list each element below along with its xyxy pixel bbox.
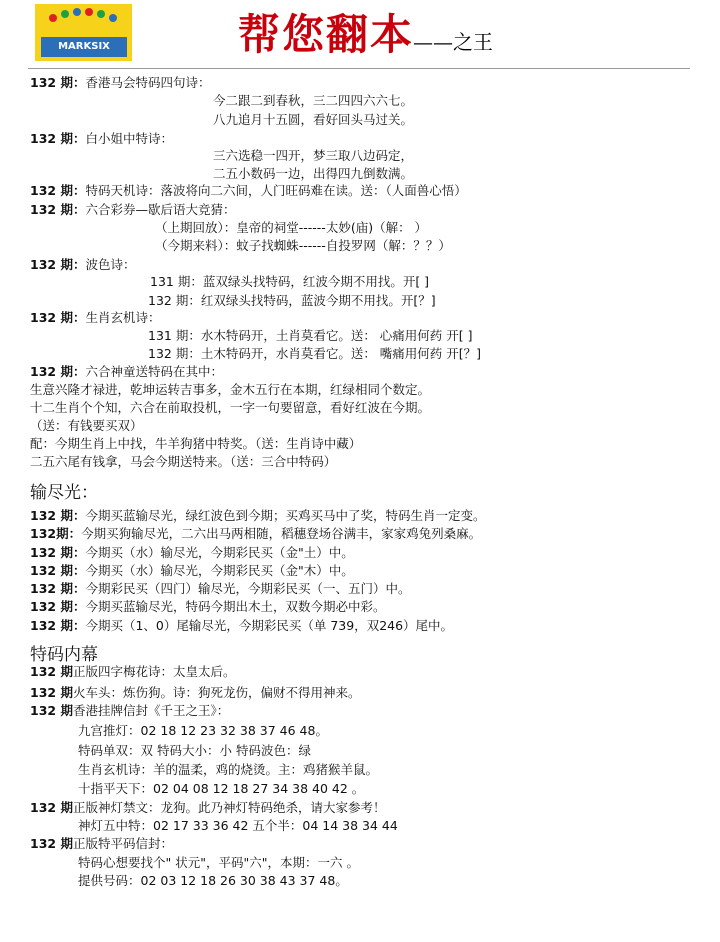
page-subtitle: ——之王 [413,30,493,54]
line-text: 二五小数码一边，出得四九倒数满。 [213,166,414,181]
period-label: 132 期： [30,545,86,560]
text-line [30,202,235,218]
logo [35,4,132,61]
section-heading-inside: 特码内幕 [30,645,98,665]
logo-dot-icon [109,14,117,22]
period-label: 132 期： [30,618,86,633]
text-line [30,131,173,147]
logo-dot-icon [97,10,105,18]
line-text: 火车头：炼伤狗。诗：狗死龙伤，偏财不得用神来。 [72,685,361,700]
line-text: 白小姐中特诗： [85,131,173,146]
line-text: （送：有钱要买双） [30,418,143,433]
line-text: 三六选稳一四开，梦三取八边码定， [213,148,414,163]
period-label: 132 期： [30,202,86,217]
text-line [30,703,229,719]
line-text: 特码天机诗：落波将向二六间，人门旺码难在读。送：（人面兽心悟） [85,183,467,198]
line-text: 六合神童送特码在其中： [85,364,223,379]
period-label: 132 期： [30,599,86,614]
line-text: 131 期：水木特码开，土肖莫看它。送： 心痛用何药 开[ ] [148,328,473,343]
line-text: 132 期：土木特码开，水肖莫看它。送： 嘴痛用何药 开[？] [148,346,482,361]
period-label: 132 期 [30,664,73,679]
page-title: 帮您翻本 [238,10,415,59]
text-line [213,148,413,164]
text-line [213,93,413,109]
text-line [30,382,430,398]
period-label: 132 期 [30,685,73,700]
period-label: 132 期： [30,183,86,198]
line-text: 生意兴隆才禄进，乾坤运转吉事多，金木五行在本期，红绿相同个数定。 [30,382,431,397]
line-text: 生肖玄机诗： [85,310,161,325]
text-line [30,436,361,452]
line-text: 波色诗： [85,257,136,272]
line-text: 今期买（水）输尽光，今期彩民买（金"木）中。 [85,563,354,578]
period-label: 132 期： [30,563,86,578]
logo-dot-icon [85,8,93,16]
logo-dot-icon [73,8,81,16]
text-line [30,364,223,380]
line-text: 生肖玄机诗：羊的温柔，鸡的烧烫。主：鸡猪猴羊鼠。 [78,762,379,777]
period-label: 132 期： [30,257,86,272]
text-line [78,855,359,871]
line-text: 131 期：蓝双绿头找特码，红波今期不用找。开[ ] [150,274,430,289]
period-label: 132 期： [30,364,86,379]
line-text: 今期买（1、0）尾输尽光，今期彩民买（单 739，双246）尾中。 [85,618,454,633]
text-line [30,618,453,634]
text-line [148,346,481,362]
text-line [78,818,398,834]
line-text: 正版四字梅花诗：太皇太后。 [72,664,236,679]
line-text: 特码单双：双 特码大小：小 特码波色：绿 [78,743,311,758]
period-label: 132 期： [30,581,86,596]
text-line [30,508,485,524]
period-label: 132期： [30,526,82,541]
line-text: 香港马会特码四句诗： [85,75,211,90]
line-text: 特码心想要找个" 状元"，平码"六"，本期：一六 。 [78,855,359,870]
text-line [213,112,413,128]
line-text: 今期买蓝输尽光，特码今期出木土，双数今期必中彩。 [85,599,386,614]
text-line [78,762,378,778]
text-line [30,581,410,597]
line-text: 八九追月十五圆，看好回头马过关。 [213,112,414,127]
text-line [148,293,436,309]
section-heading-lose: 输尽光： [30,483,98,503]
line-text: 正版神灯禁文：龙狗。此乃神灯特码绝杀，请大家参考！ [72,800,386,815]
text-line [30,75,210,91]
text-line [30,685,360,701]
text-line [30,454,336,470]
line-text: 十指平天下：02 04 08 12 18 27 34 38 40 42 。 [78,781,365,796]
text-line [30,545,354,561]
text-line [148,328,473,344]
period-label: 132 期： [30,131,86,146]
period-label: 132 期： [30,310,86,325]
line-text: 二五六尾有钱拿，马会今期送特来。（送：三合中特码） [30,454,337,469]
text-line [78,781,364,797]
text-line [213,166,413,182]
logo-text: MARKSIX [41,37,127,57]
text-line [30,418,143,434]
text-line [30,563,354,579]
logo-dot-icon [49,14,57,22]
text-line [30,664,235,680]
line-text: 提供号码：02 03 12 18 26 30 38 43 37 48。 [78,873,348,888]
line-text: 神灯五中特：02 17 33 36 42 五个半：04 14 38 34 44 [78,818,398,833]
text-line [30,800,385,816]
line-text: 今期彩民买（四门）输尽光，今期彩民买（一、五门）中。 [85,581,411,596]
period-label: 132 期 [30,800,73,815]
text-line [78,723,328,739]
header-divider [28,68,690,69]
text-line [30,400,430,416]
text-line [30,836,173,852]
line-text: 九宫推灯：02 18 12 23 32 38 37 46 48。 [78,723,328,738]
period-label: 132 期 [30,836,73,851]
text-line [155,238,451,254]
line-text: 今二跟二到春秋，三二四四六六七。 [213,93,414,108]
line-text: 正版特平码信封： [72,836,173,851]
line-text: 今期买狗输尽光，二六出马两相随，稻穗登场谷满丰，家家鸡兔列桑麻。 [81,526,482,541]
line-text: （上期回放）：皇帝的祠堂------太妙(庙)（解： ） [155,220,428,235]
logo-dot-icon [61,10,69,18]
text-line [30,310,160,326]
line-text: （今期来料）：蚊子找蜘蛛------自投罗网（解：？？） [155,238,451,253]
period-label: 132 期： [30,508,86,523]
period-label: 132 期： [30,75,86,90]
line-text: 十二生肖个个知，六合在前取投机，一字一句要留意，看好红波在今期。 [30,400,431,415]
text-line [78,743,311,759]
text-line [155,220,427,236]
line-text: 今期买蓝输尽光，绿红波色到今期；买鸡买马中了奖，特码生肖一定变。 [85,508,486,523]
period-label: 132 期 [30,703,73,718]
line-text: 香港挂牌信封《千王之王》： [72,703,230,718]
text-line [78,873,348,889]
line-text: 今期买（水）输尽光，今期彩民买（金"土）中。 [85,545,354,560]
text-line [30,183,467,199]
text-line [30,257,135,273]
text-line [30,599,385,615]
text-line [150,274,429,290]
line-text: 132 期：红双绿头找特码，蓝波今期不用找。开[？] [148,293,436,308]
line-text: 六合彩券—歇后语大竞猜： [85,202,236,217]
text-line [30,526,481,542]
line-text: 配：今期生肖上中找，牛羊狗猪中特奖。（送：生肖诗中藏） [30,436,362,451]
